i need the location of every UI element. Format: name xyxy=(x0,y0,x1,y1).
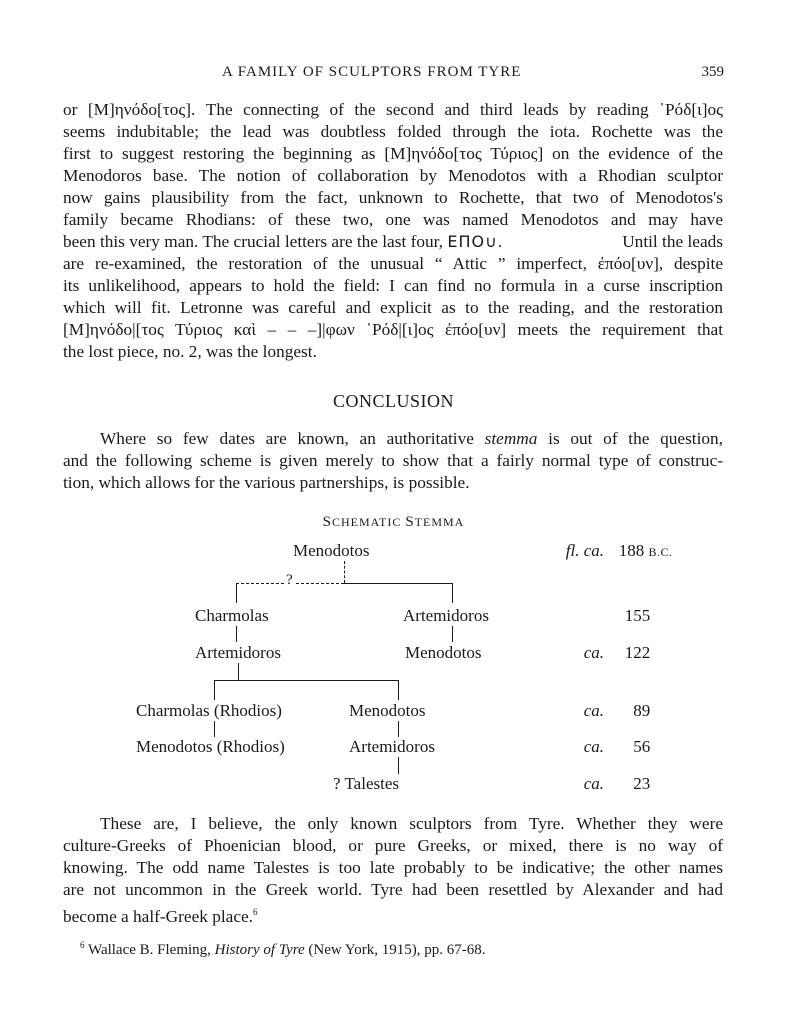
page-number: 359 xyxy=(701,64,724,80)
text-part: Where so few dates are known, an authoritative xyxy=(100,429,474,448)
epigraphic-letters: ΕΠΟ∪ xyxy=(447,232,498,251)
stemma-connector xyxy=(452,583,453,603)
text-line-part: been this very man. The crucial letters are the last four, xyxy=(63,232,443,251)
stemma-name: Menodotos xyxy=(293,541,370,560)
uncertain-mark: ? xyxy=(286,572,293,588)
stemma-connector xyxy=(214,721,215,737)
stemma-connector xyxy=(344,583,452,584)
date-year: 89 xyxy=(633,701,651,720)
footnote-ref[interactable]: 6 xyxy=(252,907,258,917)
date-qualifier: fl. ca. xyxy=(565,541,604,560)
footnote-author: Wallace B. Fleming, xyxy=(87,942,211,958)
text-line: its unlikelihood, appears to hold the field: I can find no formula in a curse inscription xyxy=(63,276,723,295)
text-line: first to suggest restoring the beginning as [M]ηνόδο[τος Τύριος] on the evidence of the xyxy=(63,144,723,163)
running-title: A FAMILY OF SCULPTORS FROM TYRE xyxy=(222,64,522,80)
stemma-connector xyxy=(214,680,398,681)
stemma-date xyxy=(560,643,686,663)
text-line: [M]ηνόδο|[τος Τύριος καὶ – – –]|φων ῾Ρόδ|[ι]ος ἐπόο[υν] meets the requirement that xyxy=(63,320,723,339)
date-year: 56 xyxy=(633,737,651,756)
text-line: and the following scheme is given merely to show that a fairly normal type of construc- xyxy=(63,451,723,470)
text-line: knowing. The odd name Talestes is too late probably to be indicative; the other names xyxy=(63,858,723,877)
section-heading: CONCLUSION xyxy=(332,391,454,411)
text-line-with-letters: been this very man. The crucial letters are the last four, ΕΠΟ∪. Until the leads xyxy=(63,232,723,251)
italic-term: stemma xyxy=(484,429,538,448)
title-smallcaps: TEMMA xyxy=(414,515,465,529)
stemma-date xyxy=(560,541,686,561)
text-line: the lost piece, no. 2, was the longest. xyxy=(63,342,317,361)
date-year: 23 xyxy=(633,774,651,793)
footnote xyxy=(80,940,486,959)
stemma-name: Artemidoros xyxy=(403,606,489,625)
text-line: or [M]ηνόδο[τος]. The connecting of the second and third leads by reading ῾Ρόδ[ι]ος xyxy=(63,100,723,119)
text-line: now gains plausibility from the fact, unknown to Rochette, that two of Menodotos's xyxy=(63,188,723,207)
footnote-title: History of Tyre xyxy=(214,942,305,958)
text-line: seems indubitable; the lead was doubtless folded through the iota. Rochette was the xyxy=(63,122,723,141)
stemma-name: Artemidoros xyxy=(195,643,281,662)
text-line: family became Rhodians: of these two, one was named Menodotos and may have xyxy=(63,210,723,229)
stemma-date xyxy=(560,737,686,757)
text-part: become a half-Greek place. xyxy=(63,906,253,926)
stemma-date xyxy=(560,606,686,626)
stemma-name: ? Talestes xyxy=(333,774,399,793)
stemma-connector xyxy=(214,680,215,700)
text-line xyxy=(100,428,723,450)
stemma-connector xyxy=(398,680,399,700)
stemma-date xyxy=(560,774,686,794)
text-line: tion, which allows for the various partnerships, is possible. xyxy=(63,473,470,492)
stemma-name: Charmolas (Rhodios) xyxy=(136,701,282,720)
stemma-connector xyxy=(452,626,453,642)
stemma-name: Artemidoros xyxy=(349,737,435,756)
title-initial: S xyxy=(405,514,415,530)
text-line: are re-examined, the restoration of the unusual “ Attic ” imperfect, ἐπόο[υν], despite xyxy=(63,254,723,273)
title-smallcaps: CHEMATIC xyxy=(331,515,406,529)
text-line: culture-Greeks of Phoenician blood, or pure Greeks, or mixed, there is no way of xyxy=(63,836,723,855)
stemma-connector xyxy=(398,757,399,774)
stemma-connector xyxy=(236,626,237,642)
stemma-name: Charmolas xyxy=(195,606,269,625)
page-header xyxy=(0,64,787,86)
text-line: which will fit. Letronne was careful and explicit as to the reading, and the restoration xyxy=(63,298,723,317)
text-part: is out of the question, xyxy=(548,429,723,448)
stemma-date xyxy=(560,701,686,721)
stemma-connector xyxy=(236,583,237,603)
date-year: 155 xyxy=(624,606,651,625)
date-era: B.C. xyxy=(648,545,673,559)
footnote-number: 6 xyxy=(80,940,85,950)
date-qualifier: ca. xyxy=(583,701,604,720)
text-line: Menodoros base. The notion of collaboration by Menodotos with a Rhodian sculptor xyxy=(63,166,723,185)
text-line-part: Until the leads xyxy=(622,232,723,251)
footnote-rest: (New York, 1915), pp. 67-68. xyxy=(308,942,486,958)
date-year: 122 xyxy=(624,643,651,662)
title-initial: S xyxy=(322,514,332,530)
stemma-name: Menodotos xyxy=(405,643,482,662)
date-qualifier: ca. xyxy=(583,774,604,793)
stemma-name: Menodotos (Rhodios) xyxy=(136,737,285,756)
text-line xyxy=(63,901,257,928)
date-qualifier: ca. xyxy=(583,643,604,662)
stemma-title xyxy=(0,514,787,531)
date-year: 188 xyxy=(618,541,645,560)
date-qualifier: ca. xyxy=(583,737,604,756)
stemma-connector xyxy=(238,663,239,680)
stemma-connector xyxy=(398,721,399,737)
text-line: are not uncommon in the Greek world. Tyre had been resettled by Alexander and had xyxy=(63,880,723,899)
text-line: These are, I believe, the only known sculptors from Tyre. Whether they were xyxy=(100,814,723,833)
stemma-connector xyxy=(344,561,345,583)
stemma-name: Menodotos xyxy=(349,701,426,720)
